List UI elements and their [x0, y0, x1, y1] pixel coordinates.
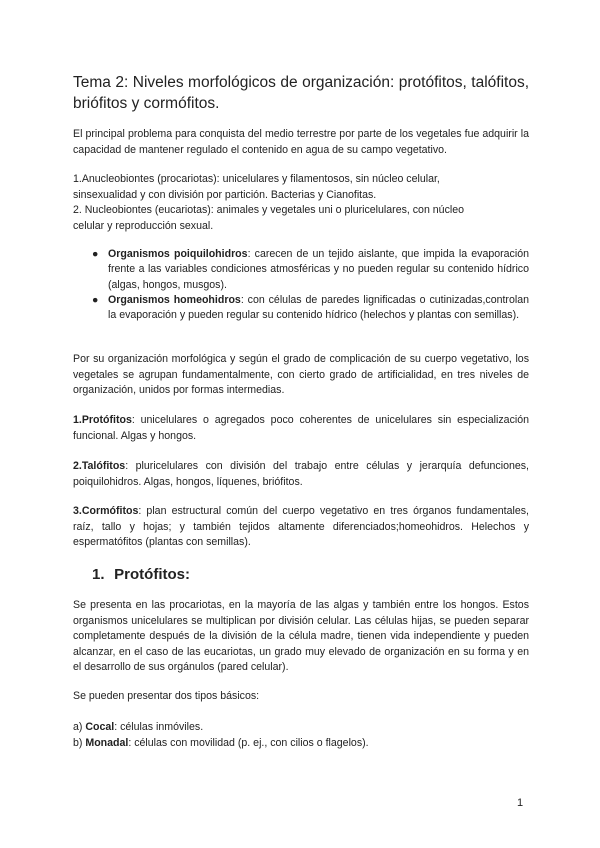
bullet-icon: ● [92, 293, 99, 306]
bullet-text: : con células de paredes lignificadas o cutinizadas,controlan la evaporación y pueden regular su contenido hídrico (helechos y plantas con semillas). [108, 293, 529, 322]
bullet-text: : carecen de un tejido aislante, que impida la evaporación frente a las variables condiciones atmosféricas y no pueden regular su contenido hídrico (algas, hongos, musgos). [108, 248, 529, 291]
organization-paragraph: Por su organización morfológica y según el grado de complicación de su cuerpo vegetativo, los vegetales se agrupan fundamentalmente, con cierto grado de artificialidad, en tres niveles de organización, unidos por formas intermedias. [73, 353, 529, 397]
type-text: : células inmóviles. [114, 721, 204, 733]
bullet-item [92, 247, 529, 293]
bullet-item [92, 293, 529, 324]
level-term: 1.Protófitos [73, 414, 132, 426]
level-text: : pluricelulares con división del trabajo entre células y jerarquía defunciones, poiquilohidros. Algas, hongos, líquenes, briófitos. [73, 460, 529, 488]
list-line: sinsexualidad y con división por partición. Bacterias y Cianofitas. [73, 188, 377, 201]
type-prefix: a) [73, 721, 86, 733]
level-term: 2.Talófitos [73, 460, 126, 472]
classification-list [73, 172, 529, 234]
section-number: 1. [92, 566, 105, 583]
section-heading [92, 566, 190, 583]
intro-paragraph: El principal problema para conquista del medio terrestre por parte de los vegetales fue adquirir la capacidad de mantener regulado el contenido en agua de su campo vegetativo. [73, 128, 529, 156]
bullet-list [92, 247, 529, 323]
level-text: : unicelulares o agregados poco coherentes de unicelulares sin especialización funcional. Algas y hongos. [73, 414, 529, 442]
types-list [73, 720, 529, 751]
level-paragraph [73, 504, 529, 551]
level-paragraph [73, 459, 529, 490]
page-number: 1 [517, 797, 524, 809]
type-prefix: b) [73, 736, 86, 749]
section-title: Protófitos: [114, 566, 190, 583]
type-text: : células con movilidad (p. ej., con cilios o flagelos). [128, 736, 369, 749]
type-term: Monadal [85, 736, 129, 749]
bullet-term: Organismos poiquilohidros [108, 248, 248, 260]
types-intro: Se pueden presentar dos tipos básicos: [73, 690, 260, 702]
bullet-icon: ● [92, 248, 99, 260]
list-line: celular y reproducción sexual. [73, 219, 214, 232]
level-paragraph [73, 413, 529, 444]
protofitos-paragraph: Se presenta en las procariotas, en la mayoría de las algas y también entre los hongos. Estos organismos unicelulares se multiplican por división celular. Las células hijas, se pueden separar completamente después de la división de la célula madre, tienen vida independiente y pueden alcanzar, en el caso de las eucariotas, un grado muy elevado de organización en su forma y en el desarrollo de sus orgánulos (pared celular). [73, 599, 529, 674]
bullet-term: Organismos homeohidros [108, 293, 241, 306]
list-line: 1.Anucleobiontes (procariotas): unicelulares y filamentosos, sin núcleo celular, [73, 173, 440, 185]
type-term: Cocal [85, 721, 115, 733]
document-title: Tema 2: Niveles morfológicos de organización: protófitos, talófitos, briófitos y cormófitos. [73, 74, 529, 112]
list-line: 2. Nucleobiontes (eucariotas): animales y vegetales uni o pluricelulares, con núcleo [73, 204, 465, 217]
level-term: 3.Cormófitos [73, 505, 139, 517]
level-text: : plan estructural común del cuerpo vegetativo en tres órganos fundamentales, raíz, tallo y hojas; y también tejidos altamente diferenciados;homeohidros. Helechos y espermatófitos (plantas con semillas). [73, 505, 529, 549]
